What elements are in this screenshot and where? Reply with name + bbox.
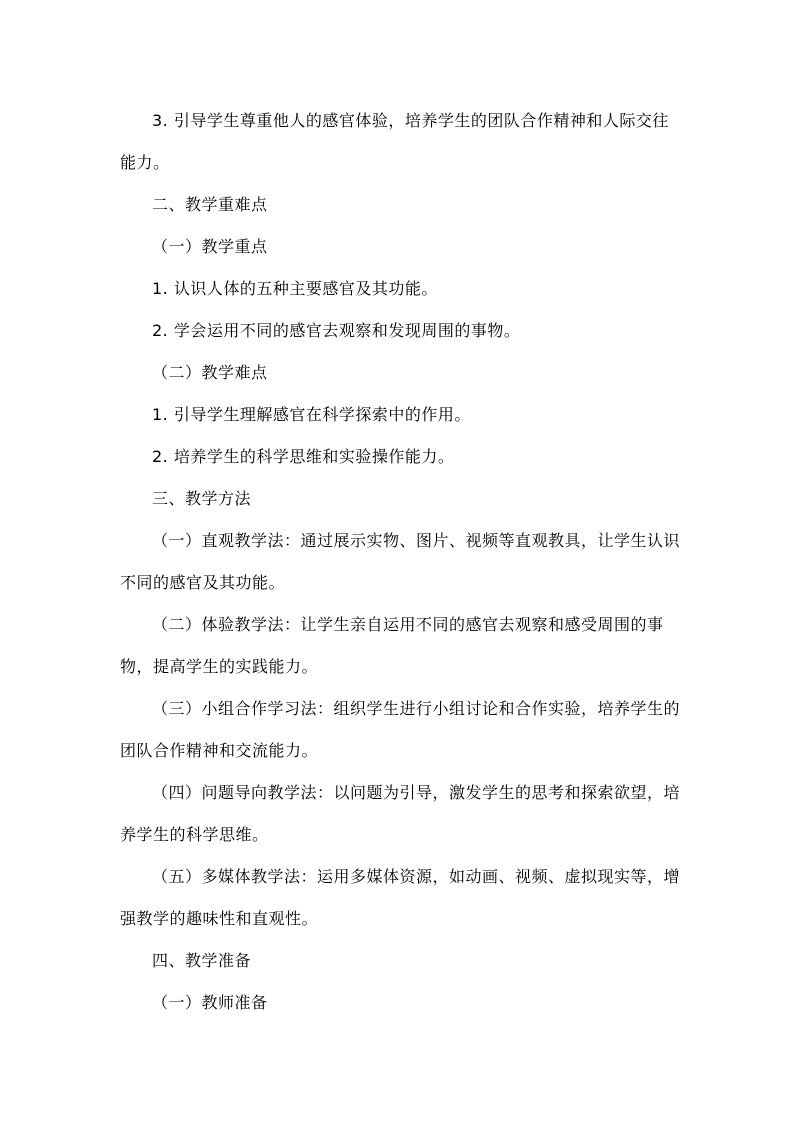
paragraph-method-2: （二）体验教学法：让学生亲自运用不同的感官去观察和感受周围的事物，提高学生的实践能力。 [120, 615, 664, 676]
document-body [120, 100, 680, 1024]
heading-teaching-preparation: 四、教学准备 [152, 951, 252, 970]
paragraph-key-point-2: 2. 学会运用不同的感官去观察和发现周围的事物。 [152, 321, 521, 340]
paragraph-key-point-1: 1. 认识人体的五种主要感官及其功能。 [152, 279, 438, 298]
paragraph-method-5: （五）多媒体教学法：运用多媒体资源，如动画、视频、虚拟现实等，增强教学的趣味性和直观性。 [120, 867, 681, 928]
paragraph-objective-3: 3. 引导学生尊重他人的感官体验，培养学生的团队合作精神和人际交往能力。 [120, 111, 669, 172]
subheading-difficult-points: （二）教学难点 [152, 363, 268, 382]
paragraph-method-3: （三）小组合作学习法：组织学生进行小组讨论和合作实验，培养学生的团队合作精神和交流能力。 [120, 699, 681, 760]
paragraph-method-4: （四）问题导向教学法：以问题为引导，激发学生的思考和探索欲望，培养学生的科学思维。 [120, 783, 681, 844]
paragraph-difficult-point-2: 2. 培养学生的科学思维和实验操作能力。 [152, 447, 455, 466]
subheading-teacher-preparation: （一）教师准备 [152, 993, 268, 1012]
heading-key-difficult-points: 二、教学重难点 [152, 195, 268, 214]
heading-teaching-methods: 三、教学方法 [152, 489, 252, 508]
paragraph-difficult-point-1: 1. 引导学生理解感官在科学探索中的作用。 [152, 405, 471, 424]
subheading-key-points: （一）教学重点 [152, 237, 268, 256]
paragraph-method-1: （一）直观教学法：通过展示实物、图片、视频等直观教具，让学生认识不同的感官及其功能。 [120, 531, 681, 592]
